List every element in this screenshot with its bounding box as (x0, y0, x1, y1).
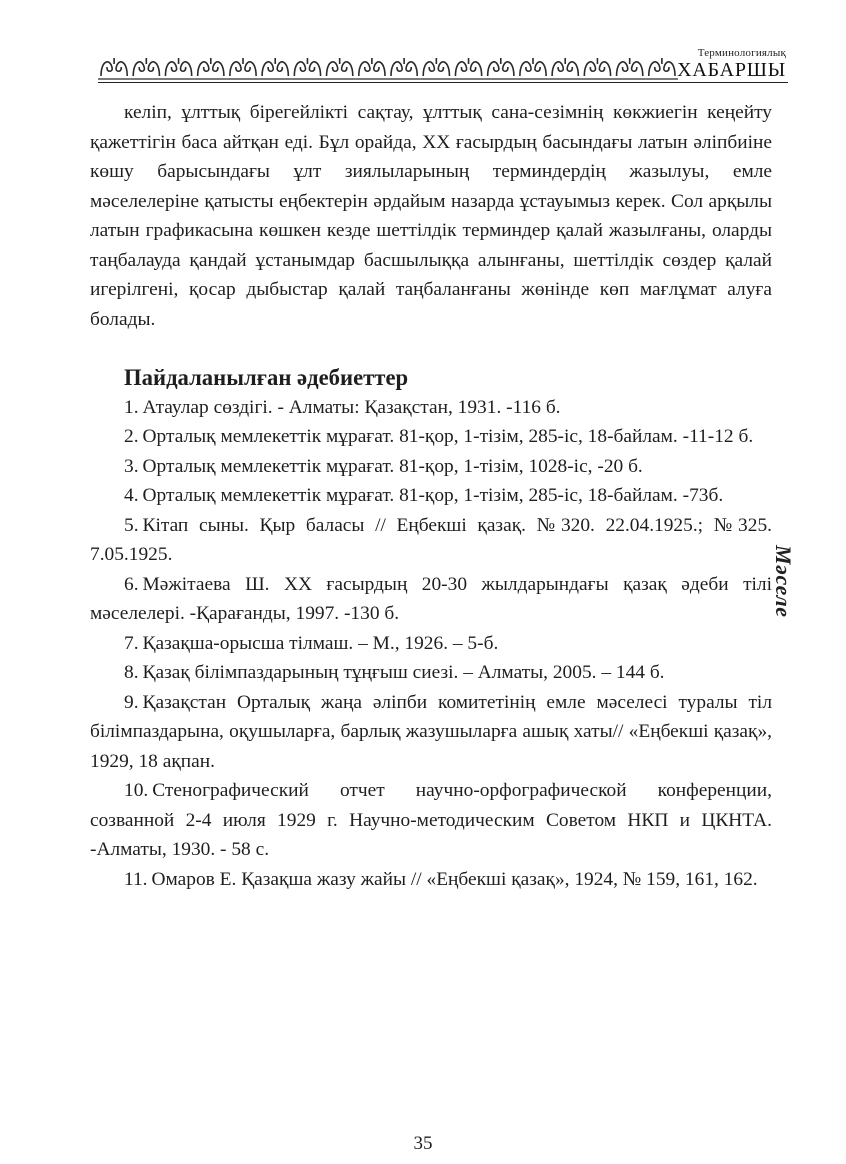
reference-number: 11. (124, 868, 148, 890)
reference-text: Атаулар сөздігі. - Алматы: Қазақстан, 1931. -116 б. (142, 396, 561, 418)
ornament-motif-icon (98, 58, 130, 79)
ornament-motif-icon (356, 58, 388, 79)
reference-item (90, 452, 772, 482)
reference-text: Қазақша-орысша тілмаш. – М., 1926. – 5-б. (142, 632, 499, 654)
ornament-motif-icon (388, 58, 420, 79)
header-rule (98, 82, 788, 83)
reference-item (90, 570, 772, 629)
ornament-motif-icon (581, 58, 613, 79)
ornament-motif-icon (420, 58, 452, 79)
ornament-motif-icon (614, 58, 646, 79)
reference-text: Омаров Е. Қазақша жазу жайы // «Еңбекші қазақ», 1924, № 159, 161, 162. (151, 868, 758, 890)
reference-number: 7. (124, 632, 139, 654)
ornament-motif-icon (549, 58, 581, 79)
ornament-motif-icon (485, 58, 517, 79)
ornament-motif-icon (130, 58, 162, 79)
ornament-motif-icon (324, 58, 356, 79)
reference-number: 4. (124, 485, 139, 506)
reference-number: 2. (124, 426, 139, 447)
ornament-motif-icon (259, 58, 291, 79)
reference-number: 5. (124, 514, 139, 536)
reference-number: 8. (124, 662, 139, 683)
ornament-motif-icon (517, 58, 549, 79)
ornament-motif-icon (195, 58, 227, 79)
reference-text: Мәжітаева Ш. ХХ ғасырдың 20-30 жылдарындағы қазақ әдеби тілі мәселелері. -Қарағанды, 1997. -130 б. (90, 573, 772, 624)
reference-text: Қазақ білімпаздарының тұңғыш сиезі. – Алматы, 2005. – 144 б. (142, 662, 665, 683)
reference-text: Кітап сыны. Қыр баласы // Еңбекші қазақ. №320. 22.04.1925.; №325. 7.05.1925. (90, 514, 772, 565)
page-content (90, 98, 772, 894)
references-list (90, 393, 772, 895)
reference-number: 10. (124, 780, 149, 801)
journal-subtitle: Терминологиялық (697, 47, 786, 59)
reference-text: Орталық мемлекеттік мұрағат. 81-қор, 1-тізім, 285-іс, 18-байлам. -73б. (142, 485, 724, 506)
reference-item (90, 422, 772, 452)
journal-title: ХАБАРШЫ (677, 59, 786, 81)
reference-number: 3. (124, 455, 139, 477)
ornament-motif-icon (162, 58, 194, 79)
reference-item (90, 393, 772, 423)
section-side-label: Мәселе (771, 545, 796, 618)
reference-text: Орталық мемлекеттік мұрағат. 81-қор, 1-тізім, 285-іс, 18-байлам. -11-12 б. (142, 426, 754, 447)
reference-item (90, 658, 772, 688)
ornament-motif-icon (227, 58, 259, 79)
reference-item (90, 481, 772, 511)
reference-item (90, 776, 772, 865)
reference-item (90, 865, 772, 895)
reference-text: Стенографический отчет научно-орфографической конференции, созванной 2-4 июля 1929 г. Научно-методическим Советом НКП и ЦКНТА. -Алматы, 1930. - 58 с. (90, 780, 772, 860)
ornament-motif-icon (291, 58, 323, 79)
reference-item (90, 629, 772, 659)
ornament-motif-icon (452, 58, 484, 79)
references-title: Пайдаланылған әдебиеттер (124, 365, 409, 390)
reference-item (90, 511, 772, 570)
reference-number: 6. (124, 573, 139, 595)
reference-text: Орталық мемлекеттік мұрағат. 81-қор, 1-тізім, 1028-іс, -20 б. (142, 455, 643, 477)
page-number: 35 (413, 1133, 433, 1154)
reference-number: 1. (124, 396, 139, 418)
reference-item (90, 688, 772, 777)
reference-number: 9. (124, 691, 139, 713)
body-paragraph: келіп, ұлттық бірегейлікті сақтау, ұлттық сана-сезімнің көкжиегін кеңейту қажеттігін баса айтқан еді. Бұл орайда, ХХ ғасырдың басындағы латын әліпбиіне көшу барысындағы ұлт зиялыларының терминдердің жазылуы, емле мәселелеріне қатысты еңбектерін әрдайым назарда ұстауымыз керек. Сол арқылы латын графикасына көшкен кезде шеттілдік терминдер қалай жазылғаны, оларды таңбалауда қандай ұстанымдар басшылыққа алынғаны, шеттілдік сөздер қалай игерілгені, қосар дыбыстар қалай таңбаланғаны жөнінде көп мағлұмат алуға болады. (90, 102, 772, 330)
ornament-motif-icon (646, 58, 678, 79)
journal-header (98, 44, 788, 88)
ornament-border-icon (98, 50, 678, 84)
reference-text: Қазақстан Орталық жаңа әліпби комитетінің емле мәселесі туралы тіл білімпаздарына, оқушыларға, барлық жазушыларға ашық хаты// «Еңбекші қазақ», 1929, 18 ақпан. (90, 691, 772, 772)
